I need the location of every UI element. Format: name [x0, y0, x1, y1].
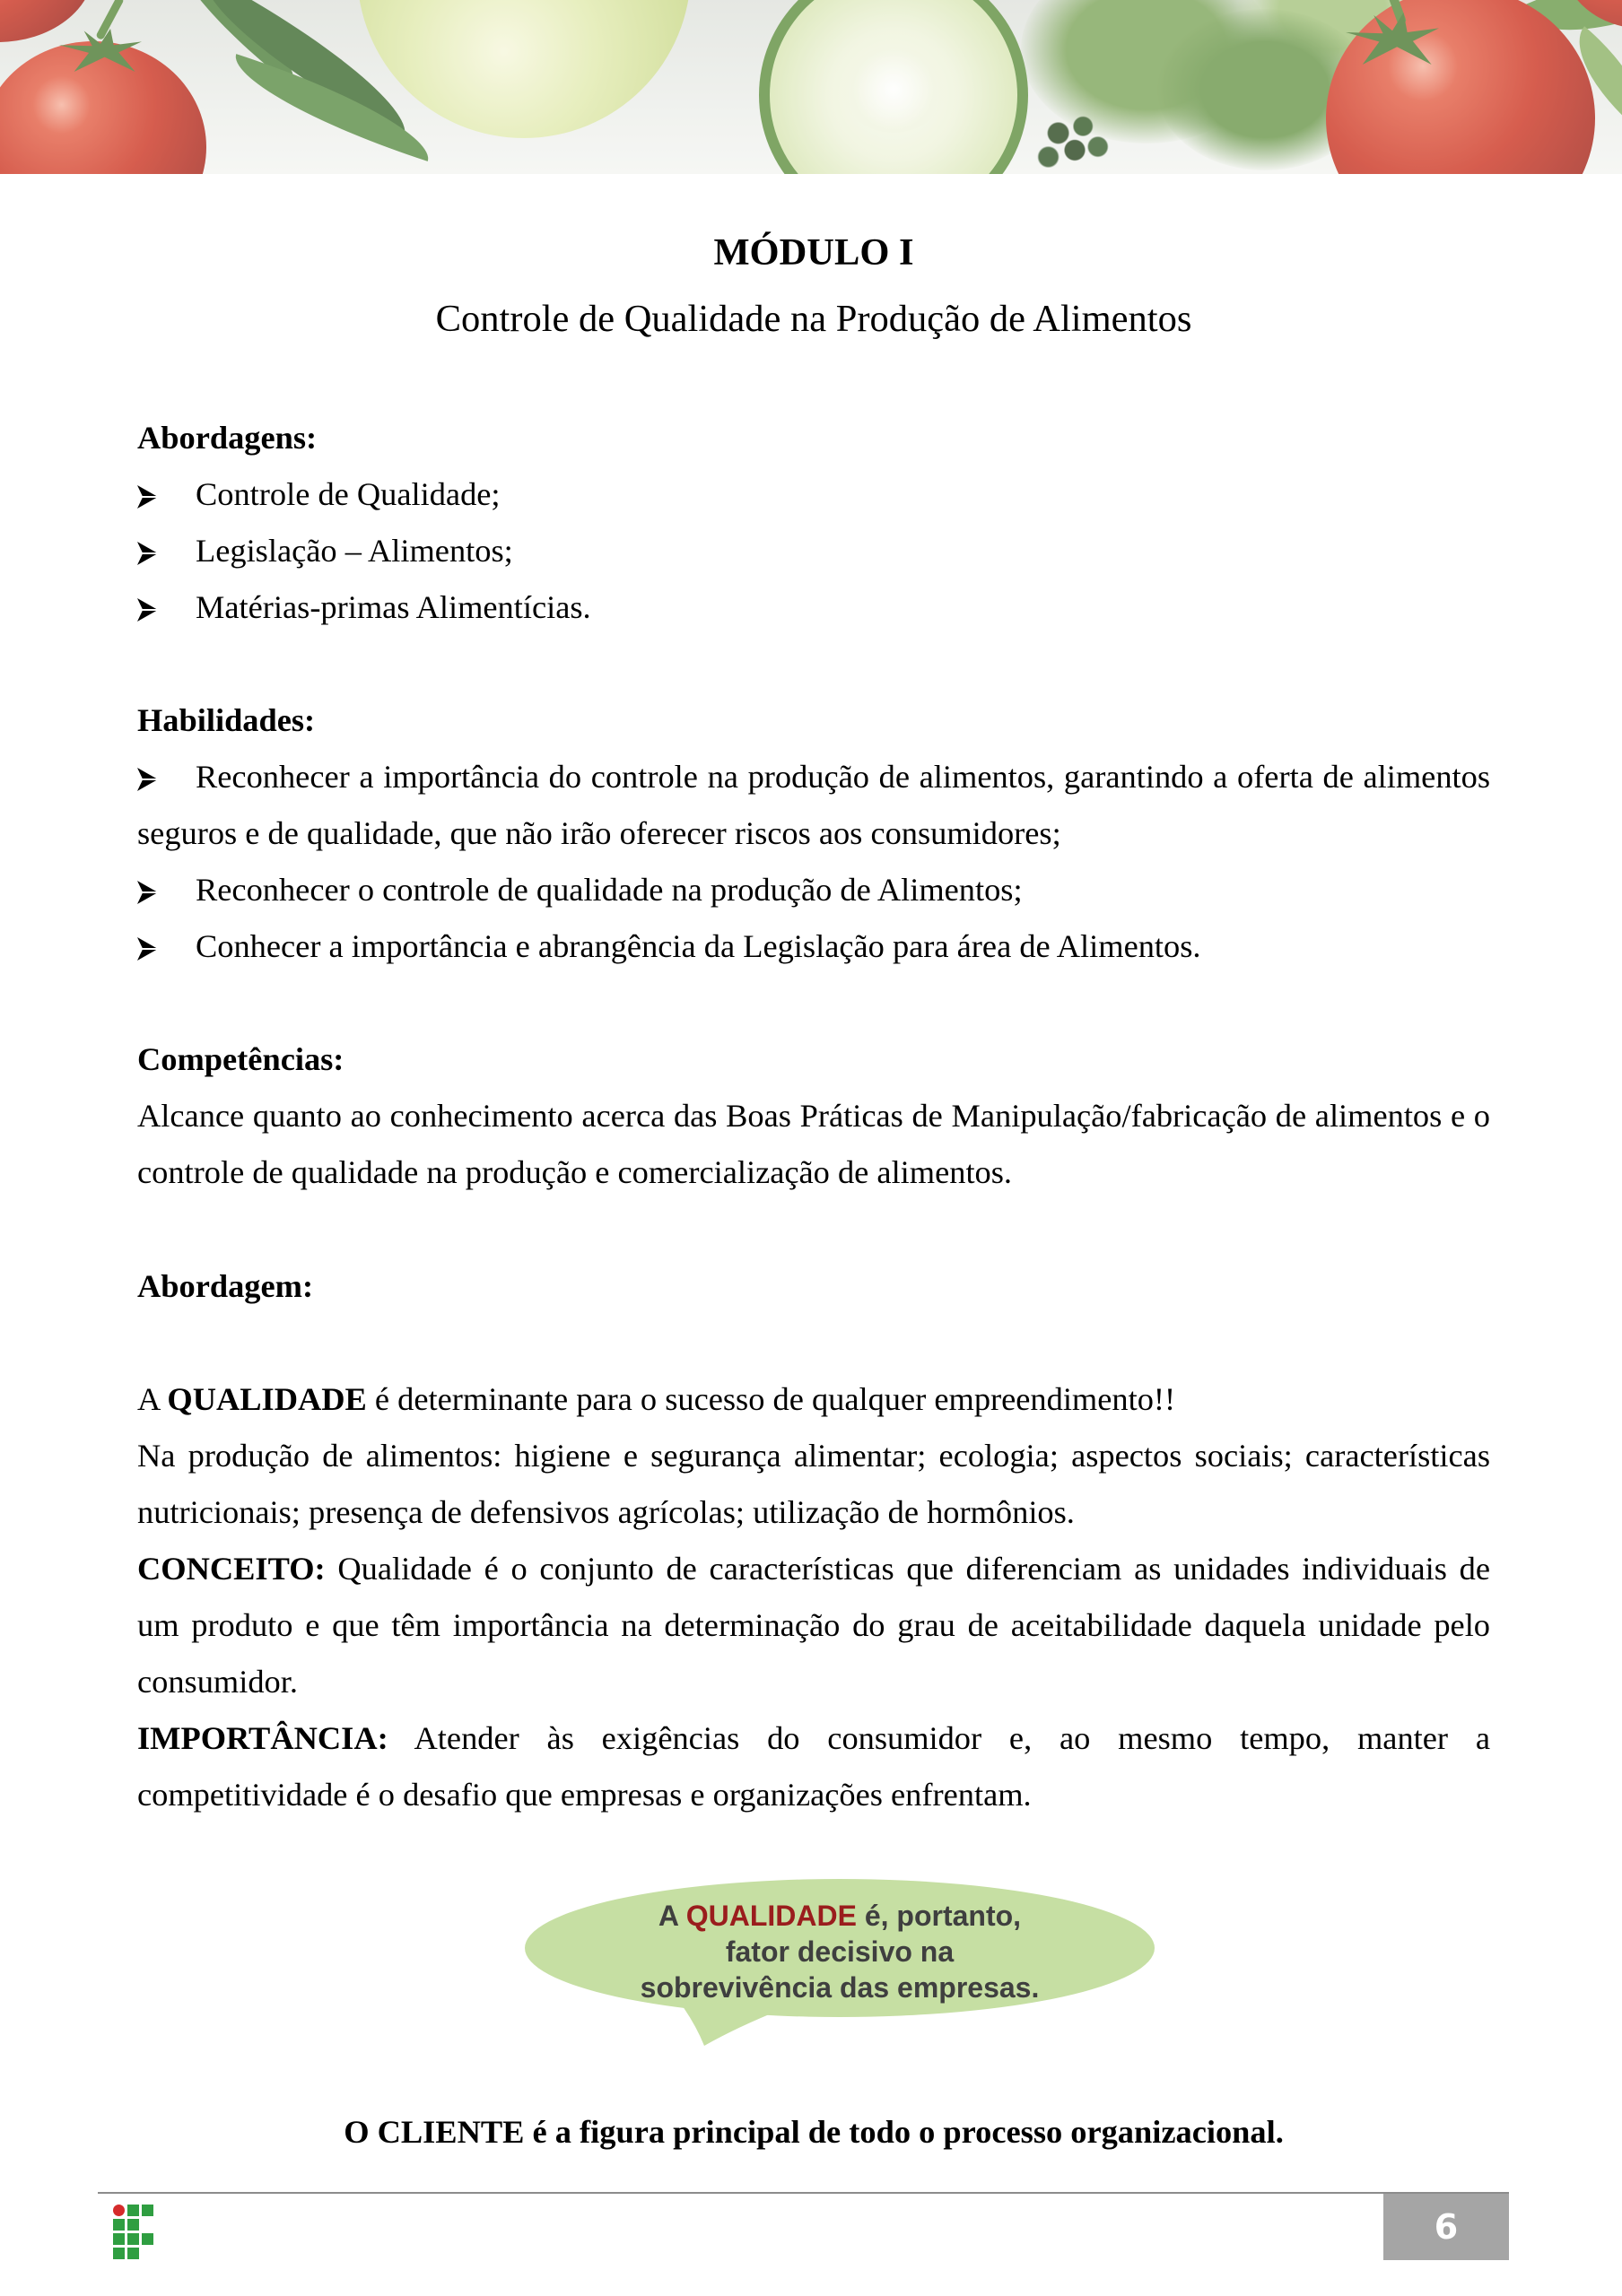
callout-line-2: fator decisivo na [725, 1935, 955, 1968]
footer-divider [98, 2192, 1509, 2194]
callout-line-3: sobrevivência das empresas. [640, 1971, 1040, 2004]
bullet [137, 862, 196, 918]
statement-emphasis: QUALIDADE [167, 1381, 367, 1417]
logo-square [113, 2219, 125, 2231]
list-item-text: Reconhecer o controle de qualidade na produção de Alimentos; [196, 872, 1023, 908]
list-item-text: Controle de Qualidade; [196, 476, 501, 512]
list-item [137, 523, 1490, 579]
section-heading: Abordagem: [137, 1268, 314, 1304]
arrow-bullet-icon [137, 598, 158, 622]
list-item-text: Reconhecer a importância do controle na produção de alimentos, garantindo a oferta de alimentos seguros e de qualidade, que não irão oferecer riscos aos consumidores; [137, 759, 1490, 851]
logo-red-dot [113, 2205, 125, 2216]
abordagens-section [137, 410, 1490, 636]
logo-square [127, 2219, 139, 2231]
arrow-bullet-icon [137, 881, 158, 904]
callout-text [526, 1898, 1154, 2005]
module-title: MÓDULO I [713, 231, 914, 274]
logo-square [127, 2233, 139, 2245]
arrow-bullet-icon [137, 485, 158, 509]
importance-text: Atender às exigências do consumidor e, ao mesmo tempo, manter a competitividade é o desafio que empresas e organizações enfrentam. [137, 1720, 1490, 1813]
list-item-text: Matérias-primas Alimentícias. [196, 589, 591, 625]
module-subtitle: Controle de Qualidade na Produção de Alimentos [435, 298, 1192, 340]
logo-square [113, 2248, 125, 2259]
list-item [137, 579, 1490, 636]
competencias-section [137, 1031, 1490, 1201]
abordagem-body [137, 1371, 1490, 1823]
page-number: 6 [1383, 2194, 1509, 2260]
concept-text: Qualidade é o conjunto de características que diferenciam as unidades individuais de um produto e que têm importância na determinação do grau de aceitabilidade daquela unidade pelo consumidor. [137, 1551, 1491, 1700]
logo-square [127, 2248, 139, 2259]
logo-square [127, 2205, 139, 2216]
arrow-bullet-icon [137, 768, 158, 791]
food-production-aspects: Na produção de alimentos: higiene e segurança alimentar; ecologia; aspectos sociais; características nutricionais; presença de defensivos agrícolas; utilização de hormônios. [137, 1438, 1490, 1530]
arrow-bullet-icon [137, 542, 158, 565]
importance-label: IMPORTÂNCIA: [137, 1720, 388, 1756]
logo-square [142, 2205, 153, 2216]
abordagem-section [137, 1258, 1490, 1315]
bullet [137, 466, 196, 523]
list-item-text: Conhecer a importância e abrangência da Legislação para área de Alimentos. [196, 928, 1201, 964]
closing-statement: O CLIENTE é a figura principal de todo o processo organizacional. [344, 2114, 1284, 2150]
statement-post: é determinante para o sucesso de qualquer empreendimento!! [374, 1381, 1176, 1417]
arrow-bullet-icon [137, 937, 158, 961]
bullet [137, 749, 196, 805]
list-item [137, 862, 1490, 918]
bullet [137, 918, 196, 975]
callout-post: é, portanto, [864, 1900, 1022, 1932]
callout-pre: A [658, 1900, 678, 1932]
logo-square [142, 2233, 153, 2245]
section-heading: Habilidades: [137, 702, 316, 738]
importance-paragraph [137, 1710, 1490, 1823]
concept-label: CONCEITO: [137, 1551, 326, 1587]
callout-line-1 [526, 1898, 1154, 1934]
list-item [137, 466, 1490, 523]
section-heading: Competências: [137, 1041, 344, 1077]
header-banner [0, 0, 1622, 174]
callout-highlight: QUALIDADE [685, 1900, 857, 1932]
concept-paragraph [137, 1541, 1490, 1710]
competencias-text: Alcance quanto ao conhecimento acerca das Boas Práticas de Manipulação/fabricação de alimentos e o controle de qualidade na produção e comercialização de alimentos. [137, 1098, 1490, 1190]
list-item [137, 918, 1490, 975]
list-item [137, 749, 1490, 862]
list-item-text: Legislação – Alimentos; [196, 533, 513, 569]
bullet [137, 579, 196, 636]
quality-statement [137, 1371, 1490, 1428]
banner-fade-overlay [0, 0, 1622, 174]
module-header [137, 220, 1490, 352]
bullet [137, 523, 196, 579]
if-logo [113, 2205, 155, 2260]
section-heading: Abordagens: [137, 420, 318, 456]
logo-square [113, 2233, 125, 2245]
habilidades-section [137, 692, 1490, 975]
statement-pre: A [137, 1381, 160, 1417]
